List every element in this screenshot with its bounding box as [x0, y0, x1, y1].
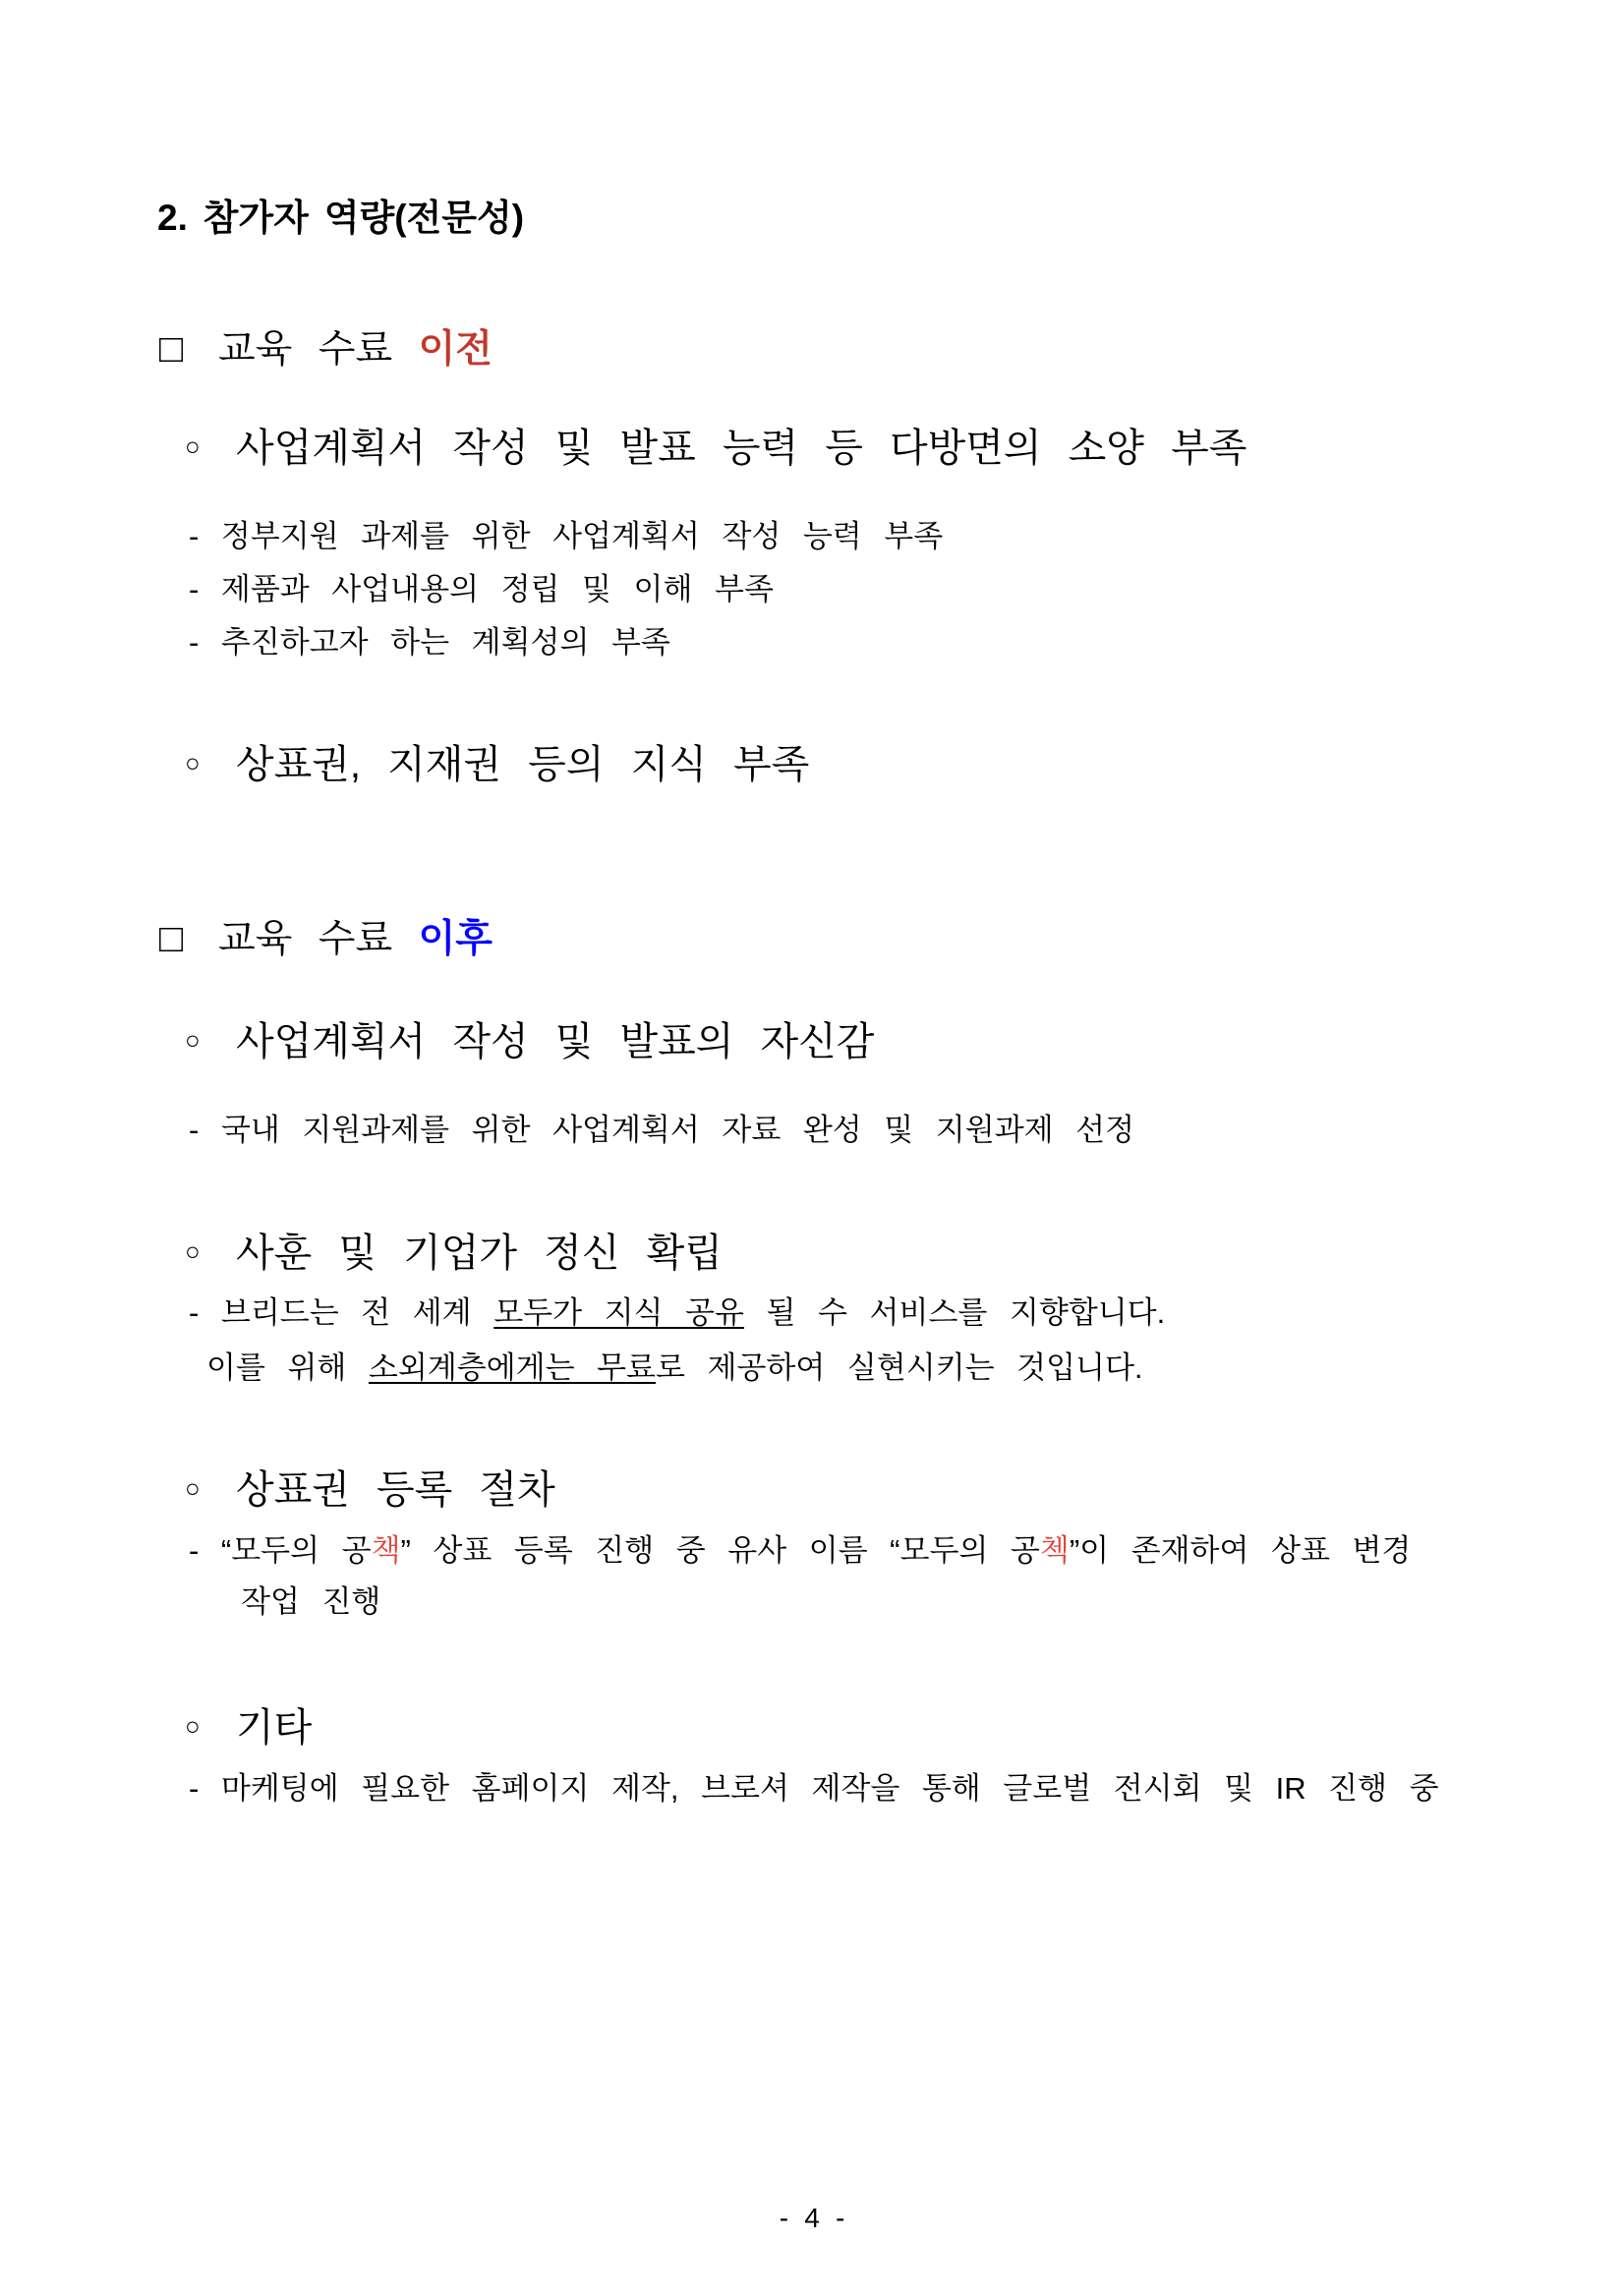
- section-heading-before: [159, 325, 493, 373]
- detail-line: [189, 1294, 1165, 1332]
- text-segment: 이를 위해: [206, 1350, 369, 1385]
- text-segment: 될 수 서비스를 지향합니다.: [743, 1295, 1166, 1330]
- underlined-text: 모두가 지식 공유: [493, 1295, 744, 1330]
- text-segment: ” 상표 등록 진행 중 유사 이름 “모두의 공: [400, 1533, 1040, 1568]
- bullet-heading-text: 기타: [236, 1706, 313, 1750]
- page-number: - 4 -: [779, 2203, 845, 2233]
- text-segment: 로 제공하여 실현시키는 것입니다.: [656, 1350, 1143, 1385]
- detail-line: - 추진하고자 하는 계획성의 부족: [189, 625, 670, 660]
- circle-bullet-icon: ○: [185, 1711, 201, 1742]
- highlighted-char: 첵: [1039, 1533, 1070, 1568]
- bullet-heading-text: 사업계획서 작성 및 발표 능력 등 다방면의 소양 부족: [236, 427, 1247, 470]
- circle-bullet-icon: ○: [185, 1236, 201, 1267]
- bullet-heading: [185, 425, 1247, 474]
- bullet-heading: [185, 741, 809, 790]
- bullet-heading: [185, 1230, 723, 1279]
- page-title: 2. 참가자 역량(전문성): [157, 198, 525, 238]
- section-heading-after: [159, 915, 493, 963]
- highlighted-char: 책: [371, 1533, 401, 1568]
- text-segment: - “모두의 공: [189, 1533, 372, 1568]
- circle-bullet-icon: ○: [185, 748, 201, 778]
- section-tag-after: 이후: [418, 918, 493, 960]
- bullet-heading: [185, 1704, 312, 1753]
- bullet-heading-text: 상표권 등록 절차: [236, 1468, 555, 1512]
- bullet-heading: [185, 1466, 555, 1516]
- detail-line: [189, 1532, 1411, 1570]
- detail-line-continuation: 작업 진행: [241, 1584, 381, 1619]
- circle-bullet-icon: ○: [185, 431, 201, 462]
- bullet-heading: [185, 1018, 874, 1067]
- bullet-heading-text: 사훈 및 기업가 정신 확립: [236, 1232, 723, 1275]
- detail-line: - 국내 지원과제를 위한 사업계획서 자료 완성 및 지원과제 선정: [189, 1113, 1135, 1147]
- section-label: 교육 수료: [218, 328, 393, 371]
- circle-bullet-icon: ○: [185, 1473, 201, 1504]
- section-label: 교육 수료: [218, 918, 393, 960]
- detail-line: - 제품과 사업내용의 정립 및 이해 부족: [189, 572, 774, 606]
- bullet-heading-text: 사업계획서 작성 및 발표의 자신감: [236, 1020, 875, 1063]
- underlined-text: 소외계층에게는 무료: [368, 1350, 656, 1385]
- detail-line-continuation: [206, 1349, 1143, 1387]
- text-segment: ”이 존재하여 상표 변경: [1069, 1533, 1412, 1568]
- checkbox-square-icon: □: [159, 917, 184, 960]
- section-tag-before: 이전: [418, 328, 493, 371]
- text-segment: - 브리드는 전 세계: [189, 1295, 494, 1330]
- detail-line: - 정부지원 과제를 위한 사업계획서 작성 능력 부족: [189, 519, 944, 553]
- circle-bullet-icon: ○: [185, 1025, 201, 1056]
- checkbox-square-icon: □: [159, 327, 184, 371]
- detail-line: - 마케팅에 필요한 홈페이지 제작, 브로셔 제작을 통해 글로벌 전시회 및 IR 진행 중: [189, 1771, 1439, 1806]
- bullet-heading-text: 상표권, 지재권 등의 지식 부족: [236, 743, 810, 786]
